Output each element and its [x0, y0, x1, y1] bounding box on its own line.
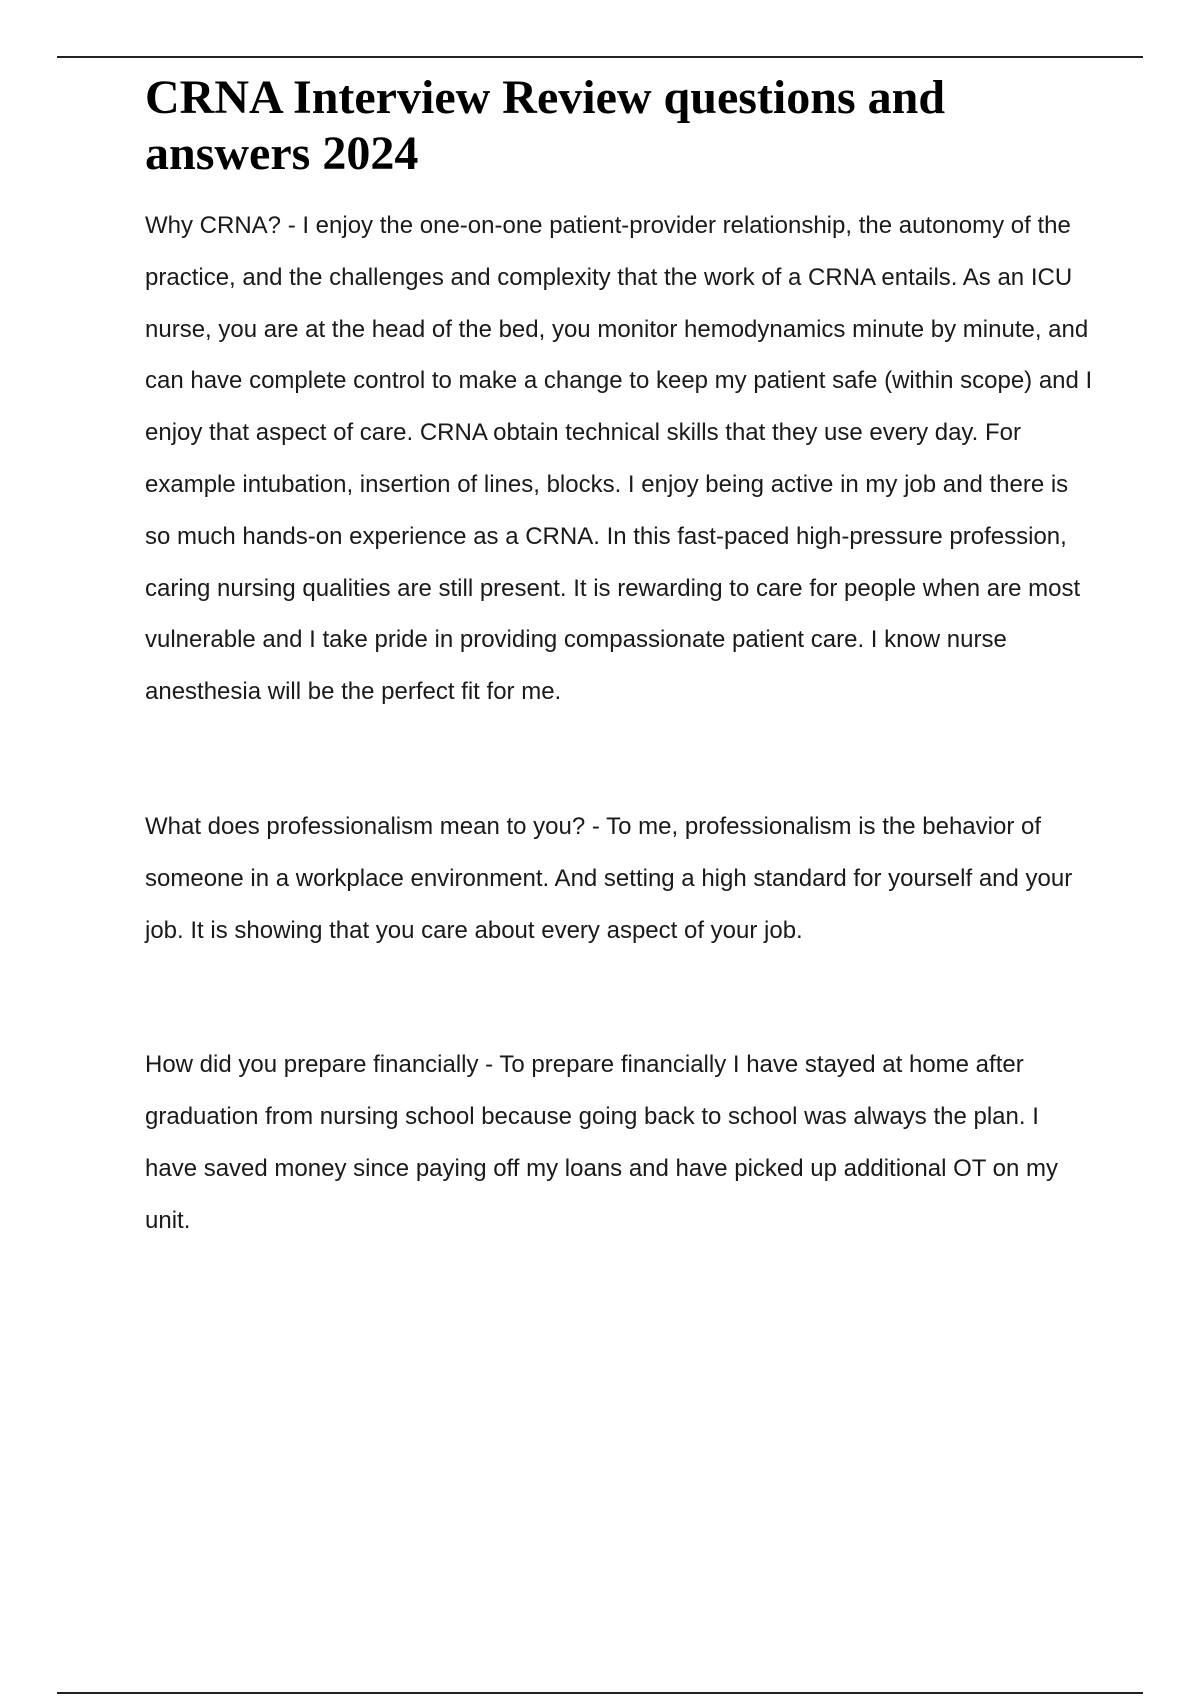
document-title: CRNA Interview Review questions and answers 2024 — [145, 71, 946, 180]
document-page — [145, 70, 1095, 1247]
footer-rule — [57, 1692, 1143, 1694]
header-rule — [57, 56, 1143, 58]
qa-entry-financial-preparation: How did you prepare financially - To prepare financially I have stayed at home after graduation from nursing school because going back to school was always the plan. I have saved money since paying off my loans and have picked up additional OT on my unit. — [145, 1051, 1058, 1234]
qa-entry-professionalism: What does professionalism mean to you? - To me, professionalism is the behavior of someone in a workplace environment. And setting a high standard for yourself and your job. It is showing that you care about every aspect of your job. — [145, 812, 1073, 944]
qa-entry-why-crna: Why CRNA? - I enjoy the one-on-one patient-provider relationship, the autonomy of the practice, and the challenges and complexity that the work of a CRNA entails. As an ICU nurse, you are at the head of the bed, you monitor hemodynamics minute by minute, and can have complete control to make a change to keep my patient safe (within scope) and I enjoy that aspect of care. CRNA obtain technical skills that they use every day. For example intubation, insertion of lines, blocks. I enjoy being active in my job and there is so much hands-on experience as a CRNA. In this fast-paced high-pressure profession, caring nursing qualities are still present. It is rewarding to care for people when are most vulnerable and I take pride in providing compassionate patient care. I know nurse anesthesia will be the perfect fit for me. — [145, 212, 1093, 706]
